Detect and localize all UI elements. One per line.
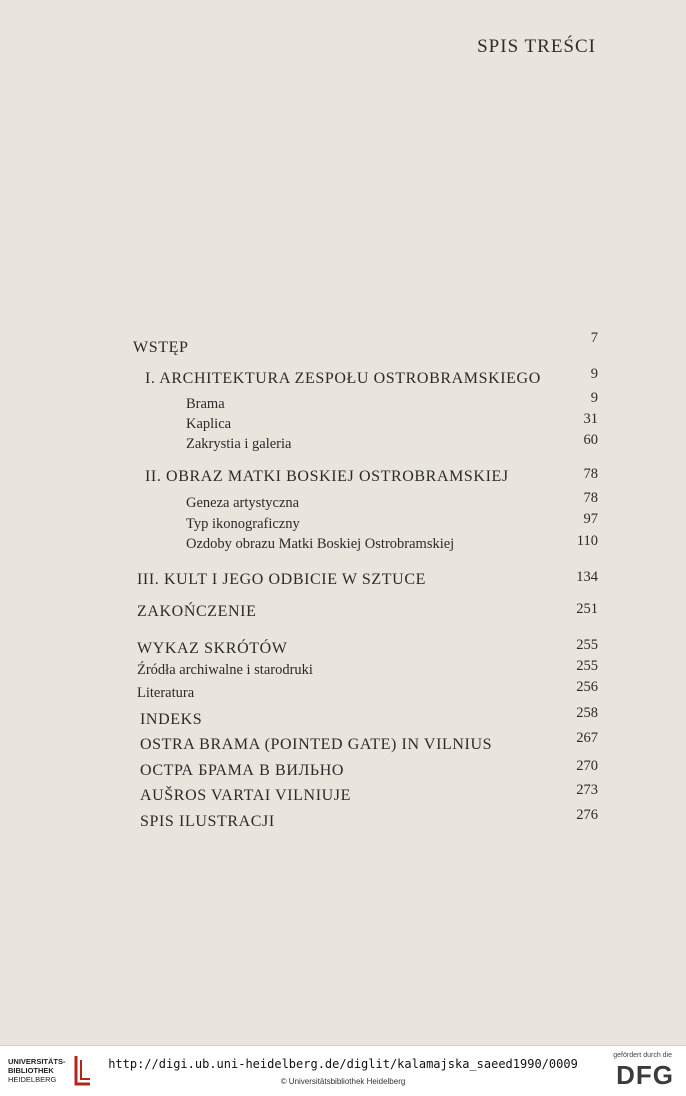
toc-subentry-label[interactable]: Ozdoby obrazu Matki Boskiej Ostrobramskiej: [186, 536, 455, 552]
toc-entry-page: 267: [576, 730, 598, 746]
toc-subentry-label[interactable]: Kaplica: [186, 416, 232, 432]
toc-entry-page: 78: [583, 490, 598, 506]
toc-entry-page: 97: [583, 511, 598, 527]
toc-subentry-label[interactable]: Typ ikonograficzny: [186, 516, 300, 532]
toc-entry-label[interactable]: OSTRA BRAMA (POINTED GATE) IN VILNIUS: [140, 736, 493, 753]
toc-entry-page: 110: [576, 533, 598, 549]
toc-entry-label[interactable]: WSTĘP: [133, 339, 189, 356]
copyright-text: © Universitätsbibliothek Heidelberg: [280, 1077, 406, 1086]
toc-entry-page: 9: [590, 390, 598, 406]
dfg-logo: DFG: [616, 1060, 674, 1090]
toc-subentry-label[interactable]: Źródła archiwalne i starodruki: [137, 662, 313, 678]
toc-entry-label[interactable]: WYKAZ SKRÓTÓW: [137, 640, 288, 657]
toc-entry-page: 7: [590, 330, 598, 346]
toc-entry-page: 31: [583, 411, 598, 427]
toc-entry-page: 134: [576, 569, 598, 585]
toc-entry-page: 258: [576, 705, 598, 721]
toc-entry-label[interactable]: I. ARCHITEKTURA ZESPOŁU OSTROBRAMSKIEGO: [145, 370, 541, 387]
toc-subentry-label[interactable]: Literatura: [137, 685, 195, 701]
toc-entry-label[interactable]: SPIS ILUSTRACJI: [140, 813, 275, 830]
funding-caption: gefördert durch die: [613, 1052, 672, 1059]
toc-entry-page: 273: [576, 782, 598, 798]
toc-entry-label[interactable]: II. OBRAZ MATKI BOSKIEJ OSTROBRAMSKIEJ: [145, 468, 509, 485]
toc-entry-label[interactable]: INDEKS: [140, 711, 203, 728]
toc-entry-page: 9: [590, 366, 598, 382]
toc-entry-page: 60: [583, 432, 598, 448]
library-name-line: HEIDELBERG: [8, 1075, 57, 1084]
permalink-link[interactable]: http://digi.ub.uni-heidelberg.de/diglit/kalamajska_saeed1990/0009: [108, 1057, 578, 1071]
toc-entry-label[interactable]: ZAKOŃCZENIE: [137, 603, 257, 620]
toc-entry-page: 255: [576, 637, 598, 653]
toc-entry-page: 276: [576, 807, 598, 823]
toc-subentry-label[interactable]: Brama: [186, 396, 225, 412]
toc-entry-page: 251: [576, 601, 598, 617]
toc-entry-page: 78: [583, 466, 598, 482]
toc-subentry-label[interactable]: Zakrystia i galeria: [186, 436, 292, 452]
toc-subentry-label[interactable]: Geneza artystyczna: [186, 495, 300, 511]
toc-entry-page: 256: [576, 679, 598, 695]
page-title: SPIS TREŚCI: [477, 36, 596, 57]
toc-entry-page: 255: [576, 658, 598, 674]
library-name-line: UNIVERSITÄTS-: [8, 1057, 66, 1066]
toc-entry-label[interactable]: III. KULT I JEGO ODBICIE W SZTUCE: [137, 571, 426, 588]
toc-entry-label[interactable]: ОСТРА БРАМА В ВИЛЬНО: [140, 762, 345, 779]
library-name-line: BIBLIOTHEK: [8, 1066, 54, 1075]
toc-entry-page: 270: [576, 758, 598, 774]
viewer-footer: [0, 1045, 686, 1096]
toc-entry-label[interactable]: AUŠROS VARTAI VILNIUJE: [140, 787, 351, 804]
